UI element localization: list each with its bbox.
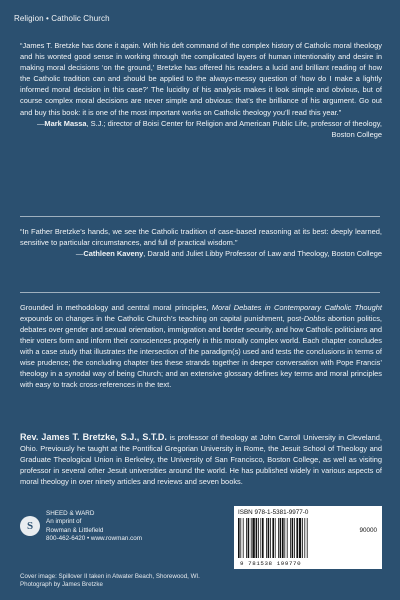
credit-line: Cover image: Spillover II taken in Atwater Beach, Shorewood, WI.: [20, 573, 200, 580]
endorser-name: Mark Massa: [44, 118, 87, 128]
barcode-box: [234, 506, 382, 569]
ean-digits: 9 781538 199770: [240, 560, 302, 567]
description-text: expounds on changes in the Catholic Church’s teaching on capital punishment, post-: [20, 314, 304, 323]
endorser-affiliation: , Darald and Juliet Libby Professor of Law and Theology, Boston College: [143, 249, 382, 259]
endorser-affiliation: , S.J.; director of Boisi Center for Religion and American Public Life, professor of theology, Boston College: [86, 118, 382, 139]
publisher-line: Rowman & Littlefield: [46, 526, 104, 534]
divider: [20, 292, 380, 293]
book-title: Moral Debates in Contemporary Catholic Thought: [211, 303, 382, 312]
quote-attribution: [20, 118, 382, 140]
author-name: Rev. James T. Bretzke, S.J., S.T.D.: [20, 432, 167, 442]
endorsement-quote-2: [20, 226, 382, 259]
publisher-block: [20, 510, 142, 544]
endorsement-quote-1: [20, 40, 382, 140]
bio-text: is professor of theology at John Carroll University in Cleveland, Ohio. Previously he taught at the Pontifical Gregorian University in Rome, the Jesuit School of Theology and Graduate Theological Union in Berkeley, the University of San Francisco, Boston College, as well as visiting professor in several other Jesuit universities around the world. He has published widely in various aspects of moral theology in over ninety articles and reviews and seven books.: [20, 433, 382, 486]
quote-attribution: [20, 248, 382, 259]
description-text: abortion politics, debates over gender and sexual orientation, immigration and border security, and how Catholic politicians and their voters form and inform their consciences properly in this morally complex world. Each chapter concludes with a case study that illustrates the intersection of the paradigm(s) used and tests the conclusions in terms of wise prudence; the concluding chapter ties these strands together in deeper conversation with Pope Francis’ theology in a synodal way of being Church; and an extensive glossary defines key terms and moral principles with easy to track cross-references in the text.: [20, 314, 382, 389]
publisher-line: SHEED & WARD: [46, 510, 95, 517]
description-text: Grounded in methodology and central moral principles,: [20, 303, 212, 312]
book-description: [20, 302, 382, 390]
category-label: Religion • Catholic Church: [14, 14, 110, 23]
quote-text: “James T. Bretzke has done it again. With his deft command of the complex history of Catholic moral theology and his wonted good sense in working through the complicated layers of human intentionality and desire in making moral decisions ‘on the ground,’ Bretzke has offered his readers a lucid and brilliant reading of how the Catholic tradition can and should be applied to the always-messy question of ‘how do I make a lightly informed moral decision in this case?’ The lucidity of his analysis makes it look simple and obvious, but of course complex moral decisions are never simple and obvious: that’s the brilliance of his argument. Go out and buy this book: it is one of the most important works on Catholic theology you’ll read this year.”: [20, 41, 382, 117]
publisher-line: An imprint of: [46, 518, 82, 526]
publisher-line: 800-462-6420 • www.rowman.com: [46, 535, 143, 543]
publisher-info: [46, 510, 142, 544]
barcode-icon: [238, 518, 338, 560]
endorser-name: Cathleen Kaveny: [83, 249, 144, 259]
cover-credit: [20, 573, 200, 589]
divider: [20, 216, 380, 217]
isbn-label: ISBN 978-1-5381-9977-0: [238, 509, 309, 516]
author-bio: [20, 432, 382, 487]
dobbs-italic: Dobbs: [303, 314, 326, 323]
attribution-dash: —: [36, 118, 45, 128]
credit-line: Photograph by James Bretzke: [20, 581, 103, 589]
quote-text: “In Father Bretzke’s hands, we see the Catholic tradition of case-based reasoning at its best: deeply learned, sensitive to particular circumstances, and full of practical wisdom.”: [20, 227, 382, 248]
price-code: 90000: [359, 527, 377, 534]
attribution-dash: —: [75, 249, 84, 259]
publisher-logo-icon: S: [20, 516, 40, 536]
